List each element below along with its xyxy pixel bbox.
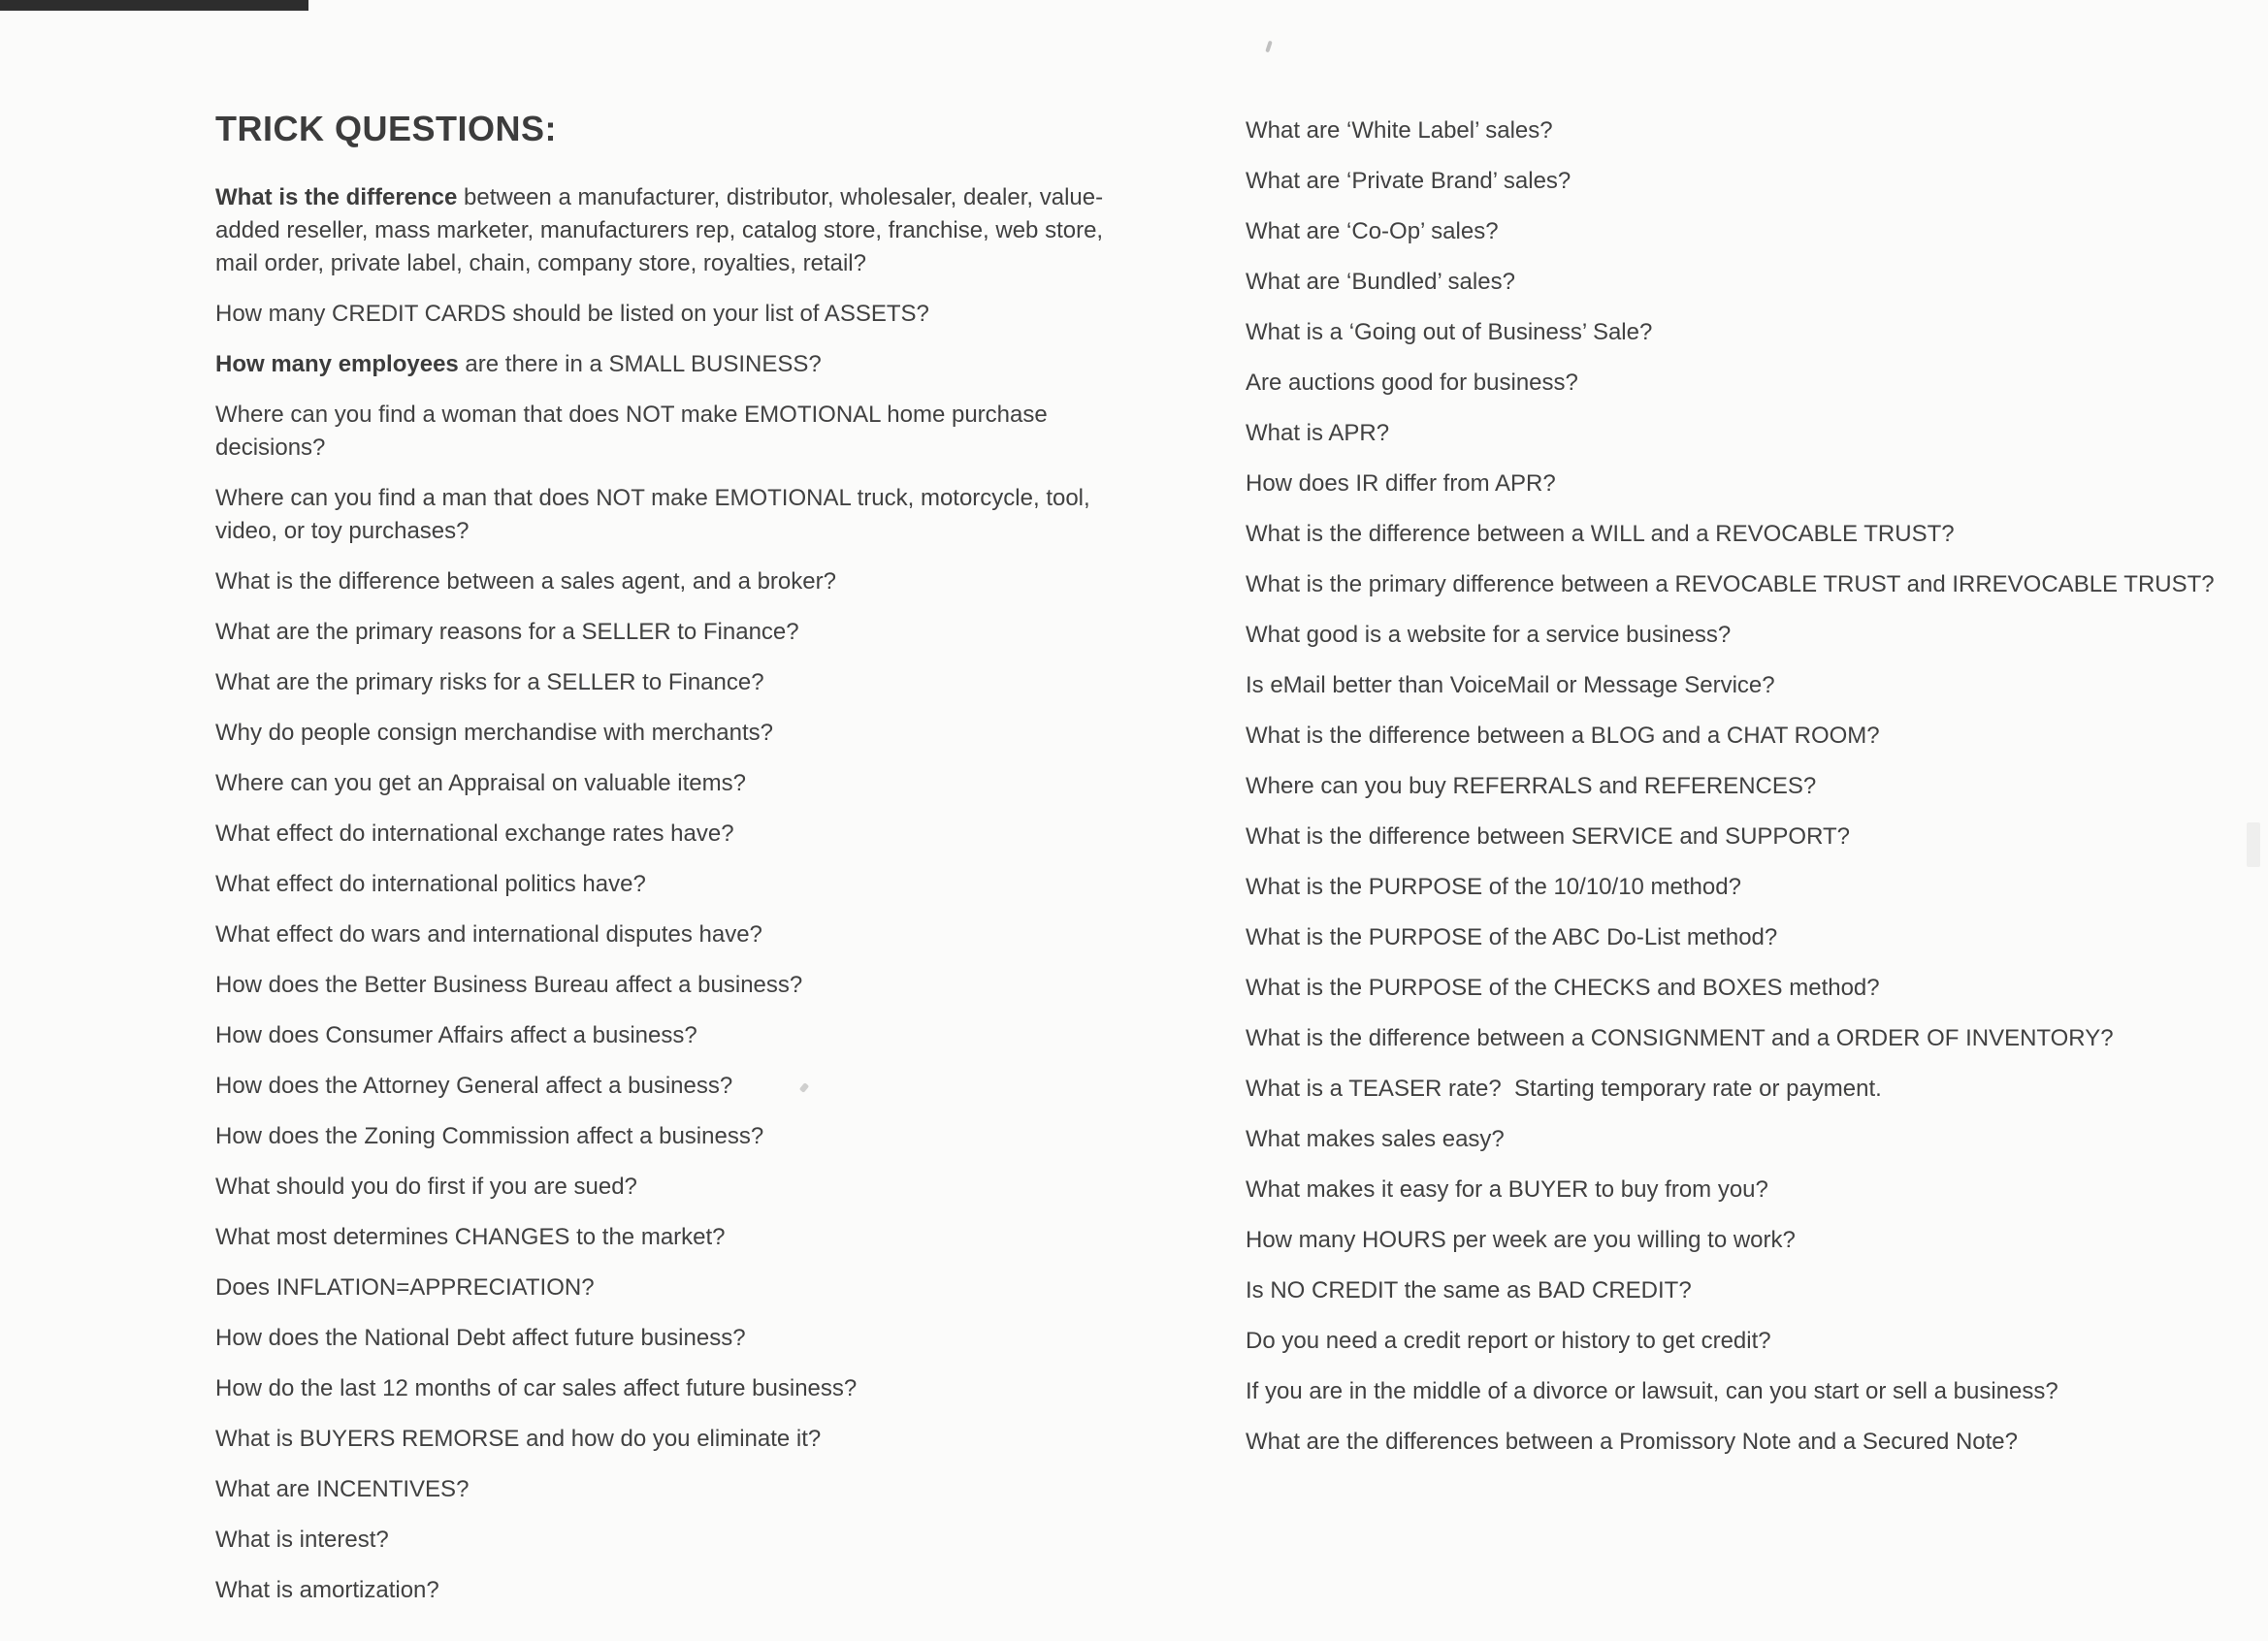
question-item: [1246, 770, 2220, 803]
question-text: What should you do first if you are sued?: [215, 1174, 637, 1200]
question-item: [1246, 215, 2220, 248]
question-item: [1246, 165, 2220, 198]
question-item: [1246, 972, 2220, 1005]
question-item: [1246, 467, 2220, 500]
question-text: What makes sales easy?: [1246, 1126, 1505, 1152]
question-item: [1246, 518, 2220, 551]
question-item: [215, 348, 1147, 381]
question-item: [1246, 1123, 2220, 1156]
question-text: What are ‘Private Brand’ sales?: [1246, 168, 1571, 194]
question-text: How do the last 12 months of car sales affect future business?: [215, 1375, 858, 1401]
right-column: [1246, 114, 2220, 1476]
question-item: [215, 666, 1147, 699]
question-item: [1246, 1325, 2220, 1358]
question-text: What is the PURPOSE of the CHECKS and BOXES method?: [1246, 975, 1880, 1001]
question-text: How does the Zoning Commission affect a business?: [215, 1123, 764, 1149]
question-text: What is the difference between a sales agent, and a broker?: [215, 568, 836, 595]
question-text: Where can you find a man that does NOT make EMOTIONAL truck, motorcycle, tool, video, or toy purchases?: [215, 485, 1097, 544]
question-item: [1246, 367, 2220, 400]
question-item: [1246, 1224, 2220, 1257]
question-text: What is APR?: [1246, 420, 1390, 446]
question-item: [1246, 1274, 2220, 1307]
question-item: [1246, 417, 2220, 450]
question-text: What is a TEASER rate? Starting temporary rate or payment.: [1246, 1076, 1882, 1102]
question-item: [1246, 1073, 2220, 1106]
scan-speck: [1265, 41, 1273, 53]
question-text: How many HOURS per week are you willing to work?: [1246, 1227, 1796, 1253]
question-bold-lead: How many employees: [215, 351, 459, 377]
question-text: How does the National Debt affect future business?: [215, 1325, 746, 1351]
question-item: [215, 1019, 1147, 1052]
question-item: [1246, 1022, 2220, 1055]
question-item: [215, 717, 1147, 750]
question-text: If you are in the middle of a divorce or lawsuit, can you start or sell a business?: [1246, 1378, 2058, 1404]
question-text: What is the difference between a WILL and a REVOCABLE TRUST?: [1246, 521, 1955, 547]
question-text: are there in a SMALL BUSINESS?: [458, 351, 822, 377]
question-item: [215, 1372, 1147, 1405]
question-item: [1246, 871, 2220, 904]
question-item: [215, 616, 1147, 649]
question-bold-lead: What is the difference: [215, 184, 458, 210]
question-text: What is interest?: [215, 1527, 389, 1553]
question-item: [1246, 316, 2220, 349]
question-item: [1246, 266, 2220, 299]
question-item: [1246, 720, 2220, 753]
question-text: How many CREDIT CARDS should be listed on your list of ASSETS?: [215, 301, 929, 327]
right-question-list: [1246, 114, 2220, 1459]
question-text: What effect do wars and international disputes have?: [215, 921, 762, 948]
question-item: [1246, 820, 2220, 853]
question-text: Do you need a credit report or history to get credit?: [1246, 1328, 1771, 1354]
question-text: Is eMail better than VoiceMail or Message Service?: [1246, 672, 1775, 698]
question-text: What effect do international politics have?: [215, 871, 646, 897]
question-text: What are the primary reasons for a SELLER to Finance?: [215, 619, 799, 645]
question-item: [215, 482, 1147, 548]
question-text: What is the difference between a BLOG and a CHAT ROOM?: [1246, 723, 1880, 749]
question-item: [215, 767, 1147, 800]
question-item: [215, 918, 1147, 951]
question-item: [215, 818, 1147, 851]
question-text: Where can you find a woman that does NOT make EMOTIONAL home purchase decisions?: [215, 402, 1054, 461]
question-item: [1246, 669, 2220, 702]
question-text: What are INCENTIVES?: [215, 1476, 470, 1502]
question-item: [215, 1221, 1147, 1254]
scan-speck: [2247, 822, 2260, 867]
question-text: What is the PURPOSE of the 10/10/10 method?: [1246, 874, 1741, 900]
question-text: What is the difference between SERVICE and SUPPORT?: [1246, 823, 1850, 850]
question-item: [215, 1322, 1147, 1355]
question-text: What effect do international exchange rates have?: [215, 820, 734, 847]
question-item: [1246, 1426, 2220, 1459]
question-item: [1246, 568, 2220, 601]
question-text: How does IR differ from APR?: [1246, 470, 1556, 497]
question-text: What are the primary risks for a SELLER to Finance?: [215, 669, 764, 695]
question-text: What most determines CHANGES to the market?: [215, 1224, 726, 1250]
question-item: [1246, 921, 2220, 954]
question-item: [215, 1423, 1147, 1456]
question-text: between a manufacturer, distributor, wholesaler, dealer, value-added reseller, mass marketer, manufacturers rep, catalog store, franchise, web store, mail order, private label, chain, company store, royalties, retail?: [215, 184, 1110, 276]
question-item: [215, 565, 1147, 598]
question-text: Where can you buy REFERRALS and REFERENCES?: [1246, 773, 1817, 799]
question-text: How does the Attorney General affect a business?: [215, 1073, 733, 1099]
question-item: [215, 1070, 1147, 1103]
question-text: How does Consumer Affairs affect a business?: [215, 1022, 697, 1048]
page-title: TRICK QUESTIONS:: [215, 109, 558, 148]
question-text: What are ‘Bundled’ sales?: [1246, 269, 1515, 295]
question-text: What are ‘Co-Op’ sales?: [1246, 218, 1499, 244]
question-item: [215, 1574, 1147, 1607]
question-text: What is the difference between a CONSIGNMENT and a ORDER OF INVENTORY?: [1246, 1025, 2114, 1051]
question-item: [1246, 1174, 2220, 1207]
question-text: What makes it easy for a BUYER to buy from you?: [1246, 1176, 1768, 1203]
question-text: What is the primary difference between a REVOCABLE TRUST and IRREVOCABLE TRUST?: [1246, 571, 2215, 597]
question-item: [215, 298, 1147, 331]
question-text: What is BUYERS REMORSE and how do you eliminate it?: [215, 1426, 822, 1452]
question-item: [215, 1271, 1147, 1304]
question-item: [215, 1524, 1147, 1557]
question-item: [215, 181, 1147, 280]
question-text: Are auctions good for business?: [1246, 370, 1578, 396]
question-text: What are ‘White Label’ sales?: [1246, 117, 1553, 144]
left-column: [215, 109, 1147, 1625]
question-text: How does the Better Business Bureau affect a business?: [215, 972, 803, 998]
question-text: What good is a website for a service business?: [1246, 622, 1732, 648]
left-question-list: [215, 181, 1147, 1607]
question-item: [1246, 114, 2220, 147]
question-item: [215, 399, 1147, 465]
question-text: What is amortization?: [215, 1577, 439, 1603]
question-item: [215, 1171, 1147, 1204]
question-item: [215, 868, 1147, 901]
question-text: Where can you get an Appraisal on valuable items?: [215, 770, 746, 796]
question-text: What is a ‘Going out of Business’ Sale?: [1246, 319, 1653, 345]
scan-artifact-top-bar: [0, 0, 308, 11]
question-text: Why do people consign merchandise with merchants?: [215, 720, 773, 746]
question-item: [215, 1120, 1147, 1153]
question-text: What is the PURPOSE of the ABC Do-List method?: [1246, 924, 1778, 950]
question-text: Does INFLATION=APPRECIATION?: [215, 1274, 595, 1301]
question-text: Is NO CREDIT the same as BAD CREDIT?: [1246, 1277, 1692, 1303]
question-text: What are the differences between a Promissory Note and a Secured Note?: [1246, 1429, 2018, 1455]
question-item: [215, 969, 1147, 1002]
question-item: [1246, 1375, 2220, 1408]
question-item: [1246, 619, 2220, 652]
question-item: [215, 1473, 1147, 1506]
